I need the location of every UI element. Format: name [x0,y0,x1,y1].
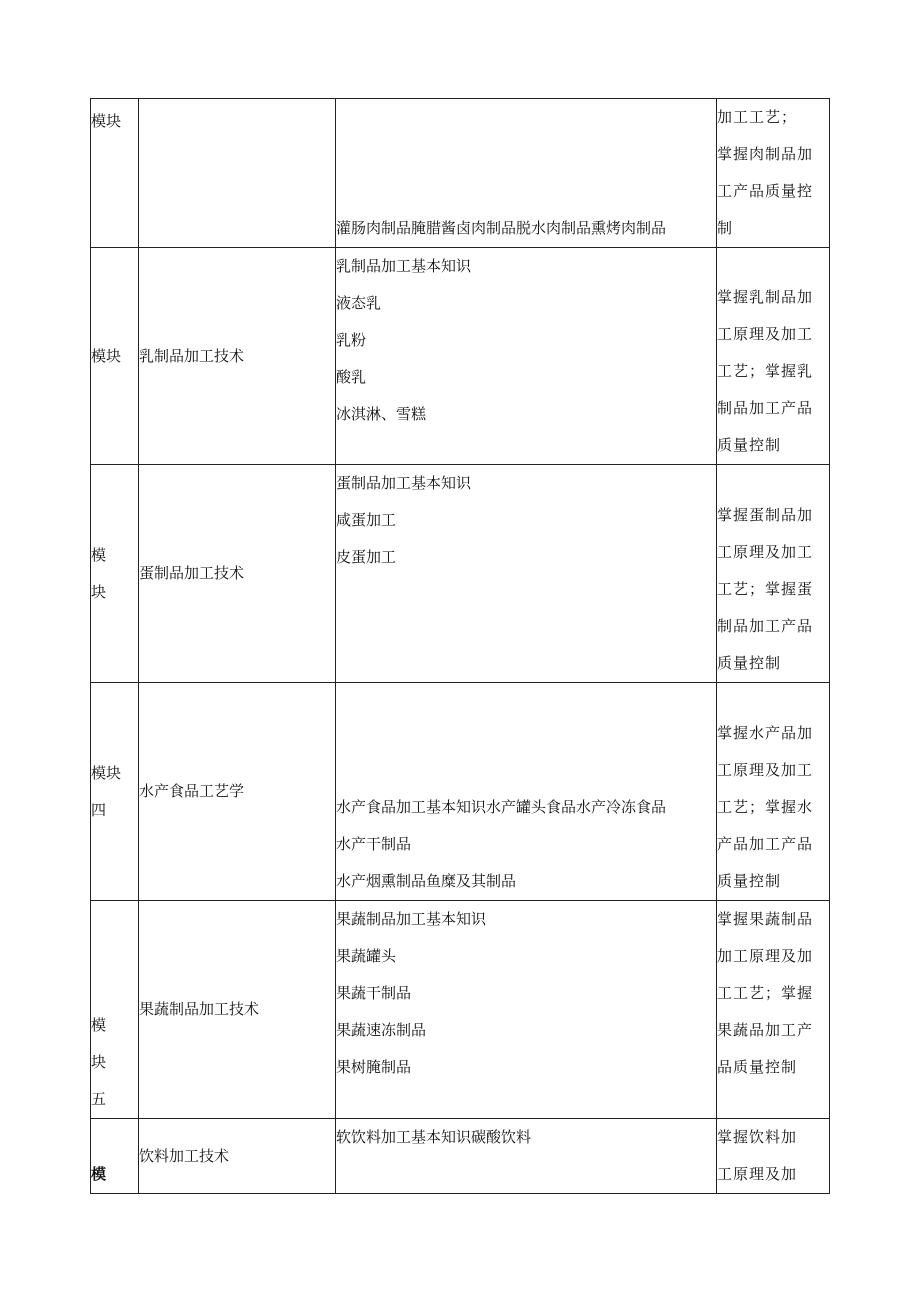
content-cell [336,99,717,248]
module-cell [91,99,139,248]
content-line: 水产干制品 [336,835,412,853]
module-cell [91,465,139,683]
title-cell [139,901,336,1119]
course-title: 蛋制品加工技术 [139,564,245,582]
module-label: 模 [91,545,107,564]
objective-cell [717,248,830,465]
content-line: 水产食品加工基本知识水产罐头食品水产冷冻食品 [336,798,667,816]
module-cell [91,1119,139,1194]
course-table [90,98,830,1194]
content-line: 液态乳 [336,294,382,312]
objective-line: 工原理及加工 [717,325,814,343]
objective-line: 工工艺；掌握 [717,984,814,1002]
module-label: 模块 [91,763,122,782]
table-row [91,248,830,465]
content-line: 水产烟熏制品鱼糜及其制品 [336,872,517,890]
objective-cell [717,1119,830,1194]
objective-cell [717,465,830,683]
course-title: 水产食品工艺学 [139,782,245,800]
content-line: 灌肠肉制品腌腊酱卤肉制品脱水肉制品熏烤肉制品 [336,219,667,237]
objective-line: 掌握乳制品加 [717,288,814,306]
table-row [91,99,830,248]
objective-line: 制品加工产品 [717,617,814,635]
objective-cell [717,901,830,1119]
module-label: 模 [91,1016,107,1034]
title-cell [139,248,336,465]
module-label: 模块 [91,346,122,365]
objective-line: 工原理及加 [717,1165,798,1183]
module-label: 块 [91,582,107,601]
objective-line: 质量控制 [717,872,782,890]
course-title: 果蔬制品加工技术 [139,1000,260,1018]
content-line: 果蔬速冻制品 [336,1021,427,1039]
table-row [91,683,830,901]
objective-line: 掌握水产品加 [717,724,814,742]
content-cell [336,1119,717,1194]
objective-line: 质量控制 [717,436,782,454]
objective-line: 工原理及加工 [717,761,814,779]
content-cell [336,901,717,1119]
objective-line: 加工工艺； [717,108,798,126]
module-cell [91,683,139,901]
module-label: 模块 [91,112,122,130]
course-title: 乳制品加工技术 [139,346,245,365]
title-cell [139,1119,336,1194]
module-label: 五 [91,1090,107,1108]
content-line: 果蔬罐头 [336,947,397,965]
course-title: 饮料加工技术 [139,1146,230,1165]
module-label: 模 [91,1165,107,1183]
module-cell [91,248,139,465]
content-line: 冰淇淋、雪糕 [336,405,427,423]
content-line: 咸蛋加工 [336,511,397,529]
module-label: 四 [91,800,107,819]
content-line: 果蔬干制品 [336,984,412,1002]
table-row [91,901,830,1119]
content-line: 乳粉 [336,331,367,349]
title-cell [139,99,336,248]
title-cell [139,465,336,683]
module-label: 块 [91,1053,107,1071]
content-line: 果蔬制品加工基本知识 [336,910,487,928]
content-cell [336,465,717,683]
objective-line: 工产品质量控 [717,182,814,200]
objective-line: 制 [717,219,734,237]
content-line: 皮蛋加工 [336,548,397,566]
content-cell [336,248,717,465]
table-row [91,465,830,683]
objective-line: 果蔬品加工产 [717,1021,814,1039]
table-row [91,1119,830,1194]
objective-line: 品质量控制 [717,1058,798,1076]
objective-line: 工艺；掌握水 [717,798,814,816]
title-cell [139,683,336,901]
content-line: 果树腌制品 [336,1058,412,1076]
module-cell [91,901,139,1119]
objective-cell [717,683,830,901]
objective-line: 制品加工产品 [717,399,814,417]
objective-line: 掌握蛋制品加 [717,506,814,524]
objective-line: 掌握肉制品加 [717,145,814,163]
content-line: 乳制品加工基本知识 [336,257,472,275]
objective-line: 产品加工产品 [717,835,814,853]
objective-cell [717,99,830,248]
objective-line: 质量控制 [717,654,782,672]
content-cell [336,683,717,901]
objective-line: 掌握饮料加 [717,1128,798,1146]
content-line: 蛋制品加工基本知识 [336,474,472,492]
content-line: 软饮料加工基本知识碳酸饮料 [336,1128,532,1146]
objective-line: 工艺；掌握蛋 [717,580,814,598]
objective-line: 掌握果蔬制品 [717,910,814,928]
objective-line: 工原理及加工 [717,543,814,561]
objective-line: 工艺；掌握乳 [717,362,814,380]
objective-line: 加工原理及加 [717,947,814,965]
content-line: 酸乳 [336,368,367,386]
